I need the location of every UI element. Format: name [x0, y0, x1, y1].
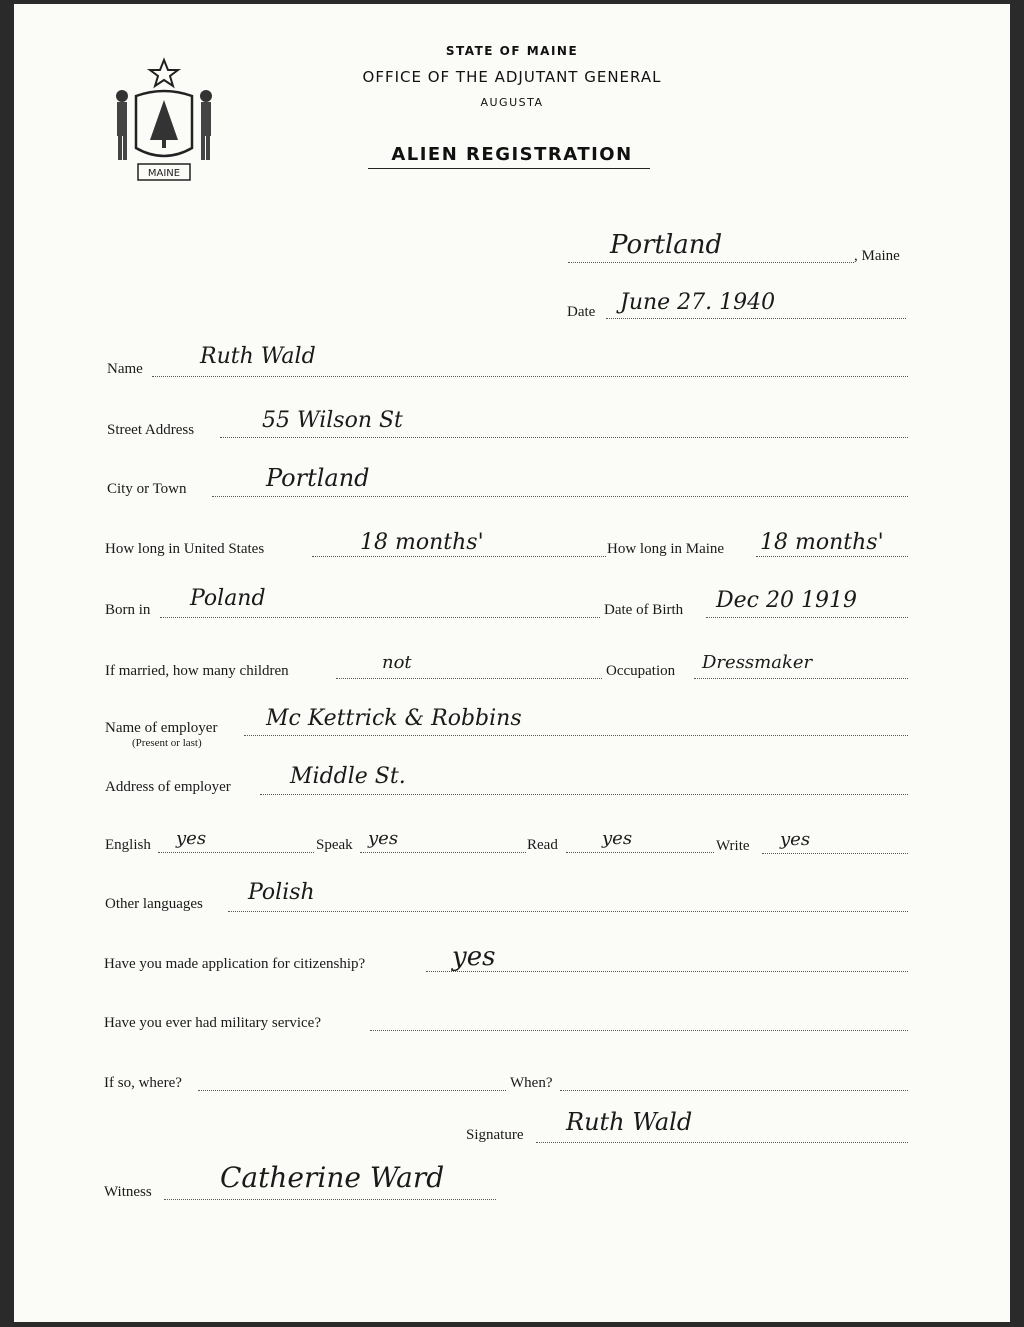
maine-duration-label: How long in Maine [607, 541, 725, 557]
name-label: Name [107, 361, 143, 377]
witness-label: Witness [104, 1184, 152, 1200]
born-label: Born in [105, 602, 151, 618]
city-line [212, 496, 908, 497]
signature-label: Signature [466, 1127, 524, 1143]
citizenship-line [426, 971, 908, 972]
signature-value: Ruth Wald [566, 1108, 693, 1136]
speak-label: Speak [316, 837, 353, 853]
employer-address-label: Address of employer [105, 779, 231, 795]
children-value: not [382, 652, 412, 673]
where-label: If so, where? [104, 1075, 182, 1091]
speak-line [360, 852, 526, 853]
us-duration-label: How long in United States [105, 541, 265, 557]
place-value: Portland [610, 230, 723, 260]
city-label: City or Town [107, 481, 187, 497]
english-line [158, 852, 314, 853]
citizenship-value: yes [452, 942, 496, 972]
other-languages-value: Polish [248, 880, 315, 905]
dob-label: Date of Birth [604, 602, 684, 618]
employer-value: Mc Kettrick & Robbins [266, 706, 522, 731]
witness-value: Catherine Ward [220, 1161, 445, 1194]
street-label: Street Address [107, 422, 195, 438]
maine-duration-value: 18 months' [760, 530, 884, 555]
when-line [560, 1090, 908, 1091]
us-duration-line [312, 556, 606, 557]
witness-line [164, 1199, 496, 1200]
title-underline [368, 168, 650, 169]
employer-address-line [260, 794, 908, 795]
form-title: ALIEN REGISTRATION [391, 144, 633, 165]
dob-value: Dec 20 1919 [716, 588, 857, 613]
street-value: 55 Wilson St [262, 408, 403, 433]
military-label: Have you ever had military service? [104, 1015, 321, 1031]
name-line [152, 376, 908, 377]
born-value: Poland [190, 586, 266, 611]
header-state: STATE OF MAINE [445, 44, 579, 58]
us-duration-value: 18 months' [360, 530, 484, 555]
write-label: Write [716, 838, 750, 854]
street-line [220, 437, 908, 438]
name-value: Ruth Wald [200, 344, 316, 369]
citizenship-label: Have you made application for citizenship? [104, 956, 366, 972]
where-line [198, 1090, 506, 1091]
when-label: When? [510, 1075, 553, 1091]
other-languages-label: Other languages [105, 896, 203, 912]
signature-line [536, 1142, 908, 1143]
children-line [336, 678, 602, 679]
english-label: English [105, 837, 151, 853]
employer-label: Name of employer [105, 720, 218, 736]
occupation-label: Occupation [606, 663, 676, 679]
read-label: Read [527, 837, 558, 853]
speak-value: yes [368, 828, 399, 849]
city-value: Portland [266, 464, 370, 492]
header-office: OFFICE OF THE ADJUTANT GENERAL [362, 68, 662, 86]
header-city: AUGUSTA [480, 96, 544, 109]
date-line [606, 318, 906, 319]
write-value: yes [780, 829, 811, 850]
dob-line [706, 617, 908, 618]
employer-address-value: Middle St. [290, 764, 406, 789]
date-label: Date [567, 304, 596, 320]
employer-sublabel: (Present or last) [132, 737, 202, 749]
military-line [370, 1030, 908, 1031]
date-value: June 27. 1940 [620, 290, 776, 315]
place-line [568, 262, 854, 263]
children-label: If married, how many children [105, 663, 289, 679]
english-value: yes [176, 828, 207, 849]
write-line [762, 853, 908, 854]
place-suffix: , Maine [854, 248, 900, 264]
read-value: yes [602, 828, 633, 849]
occupation-line [694, 678, 908, 679]
other-languages-line [228, 911, 908, 912]
born-line [160, 617, 600, 618]
seal-text: MAINE [147, 168, 181, 179]
occupation-value: Dressmaker [702, 652, 813, 673]
read-line [566, 852, 714, 853]
maine-duration-line [756, 556, 908, 557]
employer-line [244, 735, 908, 736]
